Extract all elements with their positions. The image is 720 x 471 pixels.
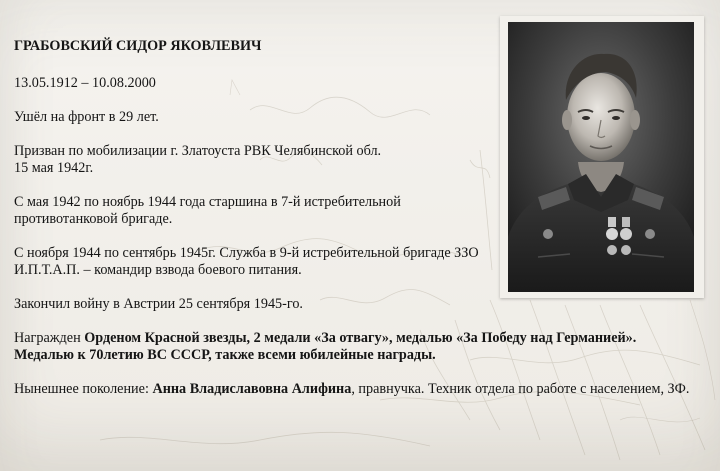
biography-text [14, 38, 694, 415]
generation-prefix: Нынешнее поколение: [14, 381, 153, 397]
person-name: ГРАБОВСКИЙ СИДОР ЯКОВЛЕВИЧ [14, 38, 262, 54]
war-end-paragraph: Закончил войну в Австрии 25 сентября 1945-го. [14, 296, 303, 312]
awards-list: Орденом Красной звезды, 2 медали «За отвагу», медалью «За Победу над Германией». Медалью к 70летию ВС СССР, также всеми юбилейные награды. [14, 330, 637, 363]
descendant-name: Анна Владиславовна Алифина [152, 381, 352, 397]
generation-suffix: , правнучка. Техник отдела по работе с населением, ЗФ. [351, 381, 690, 397]
service-paragraph-2: С ноября 1944 по сентябрь 1945г. Служба в 9-й истребительной бригаде ЗЗО И.П.Т.А.П. – командир взвода боевого питания. [14, 245, 479, 278]
service-paragraph-1: С мая 1942 по ноябрь 1944 года старшина в 7-й истребительной противотанковой бригаде. [14, 194, 401, 227]
generation-paragraph [14, 381, 694, 398]
drafted-line-1: Призван по мобилизации г. Златоуста РВК Челябинской обл. [14, 143, 382, 159]
drafted-line-2: 15 мая 1942г. [14, 160, 94, 176]
awards-paragraph [14, 330, 694, 364]
awards-prefix: Награжден [14, 330, 85, 346]
front-age-line: Ушёл на фронт в 29 лет. [14, 109, 159, 125]
drafted-paragraph [14, 143, 694, 177]
life-dates: 13.05.1912 – 10.08.2000 [14, 75, 156, 91]
